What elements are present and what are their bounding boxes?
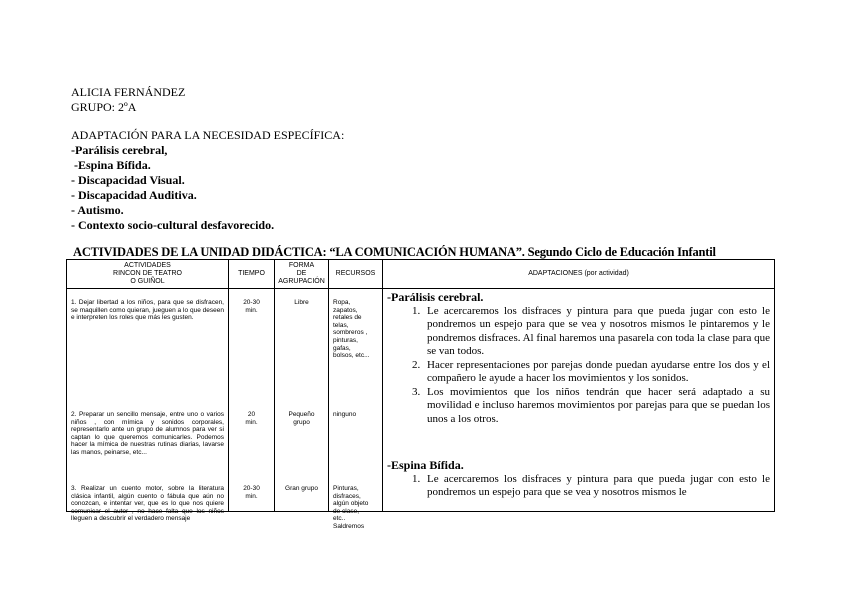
list-item: 2. Hacer representaciones por parejas donde puedan ayudarse entre los dos y el compañero le ayude a hacer los movimientos y los sonidos. xyxy=(423,359,770,386)
resources-value: ninguno xyxy=(333,411,357,418)
header-adaptations: ADAPTACIONES (por actividad) xyxy=(383,260,775,289)
header-activities: ACTIVIDADES RINCON DE TEATRO O GUIÑOL xyxy=(67,260,229,289)
group-label: GRUPO: 2ºA xyxy=(71,100,137,114)
time-value: 20-30 min. xyxy=(243,299,260,314)
adaptation-heading: -Espina Bífida. xyxy=(387,459,464,472)
grouping-cell xyxy=(275,289,329,512)
time-value: 20 min. xyxy=(245,411,258,426)
adaptation-block xyxy=(387,459,770,503)
activity-text: 3. Realizar un cuento motor, sobre la literatura clásica infantil, algún cuento o fábula que aún no conozcan, e intentar ver, que es lo que nos quiere comunicar el autor , no hace falta que los niños lleguen a descubrir el verdadero mensaje xyxy=(71,485,224,523)
list-item: 3. Los movimientos que los niños tendrán que hacer será adaptado a su movilidad e incluso haremos movimientos por parejas para que se puedan los unos a los otros. xyxy=(423,386,770,427)
adaptation-list xyxy=(387,473,770,500)
adaptations-cell xyxy=(383,289,775,512)
activity-text: 2. Preparar un sencillo mensaje, entre uno o varios niños , con mímica y sonidos corporales, representarlo ante un grupo de alumnos para ver si captan lo que queremos comunicarles. Podemos hacer la mímica de nuestras rutinas diarias, lavarse las manos, peinarse, etc... xyxy=(71,411,224,456)
header-grouping: FORMA DE AGRUPACIÓN xyxy=(275,260,329,289)
time-value: 20-30 min. xyxy=(243,485,260,500)
adaptation-heading: -Parálisis cerebral. xyxy=(387,290,484,304)
need-item: - Discapacidad Auditiva. xyxy=(71,188,197,202)
activity-cell xyxy=(67,289,229,523)
activities-table xyxy=(66,259,775,530)
time-cell xyxy=(229,289,275,512)
activity-text: 1. Dejar libertad a los niños, para que se disfracen, se maquillen como quieran, jueguen a lo que deseen e interpreten los roles que más les gusten. xyxy=(71,299,224,322)
grouping-value: Gran grupo xyxy=(285,485,318,492)
table-row xyxy=(67,289,775,512)
need-item: -Espina Bífida. xyxy=(71,158,151,172)
grouping-value: Pequeño grupo xyxy=(288,411,315,426)
resources-cell xyxy=(329,289,383,530)
header-time: TIEMPO xyxy=(229,260,275,289)
resources-value: Ropa, zapatos, retales de telas, sombreros , pinturas, gafas, bolsos, etc... xyxy=(333,299,370,360)
header-resources: RECURSOS xyxy=(329,260,383,289)
author-name: ALICIA FERNÁNDEZ xyxy=(71,85,186,99)
table-header-row xyxy=(67,260,775,289)
need-item: - Contexto socio-cultural desfavorecido. xyxy=(71,218,275,232)
table-title: ACTIVIDADES DE LA UNIDAD DIDÁCTICA: “LA COMUNICACIÓN HUMANA”. Segundo Ciclo de Educación Infantil xyxy=(73,245,716,259)
need-item: -Parálisis cerebral, xyxy=(71,143,168,157)
adaptation-list xyxy=(387,305,770,427)
resources-value: Pinturas, disfraces, algún objeto de clase, etc.. Saldremos xyxy=(333,485,369,530)
list-item: 1. Le acercaremos los disfraces y pintura para que pueda jugar con esto le pondremos un espejo para que se vea y nosotros mismos le xyxy=(423,473,770,500)
list-item: 1. Le acercaremos los disfraces y pintura para que pueda jugar con esto le pondremos un espejo para que se vea y nosotros mismos le pintaremos y le pondremos disfraces. Al final haremos una pasarela con toda la clase para que se van todos. xyxy=(423,305,770,359)
grouping-value: Libre xyxy=(294,299,309,306)
need-item: - Discapacidad Visual. xyxy=(71,173,185,187)
need-item: - Autismo. xyxy=(71,203,124,217)
adaptation-block xyxy=(387,291,770,426)
adaptation-title: ADAPTACIÓN PARA LA NECESIDAD ESPECÍFICA: xyxy=(71,128,345,142)
